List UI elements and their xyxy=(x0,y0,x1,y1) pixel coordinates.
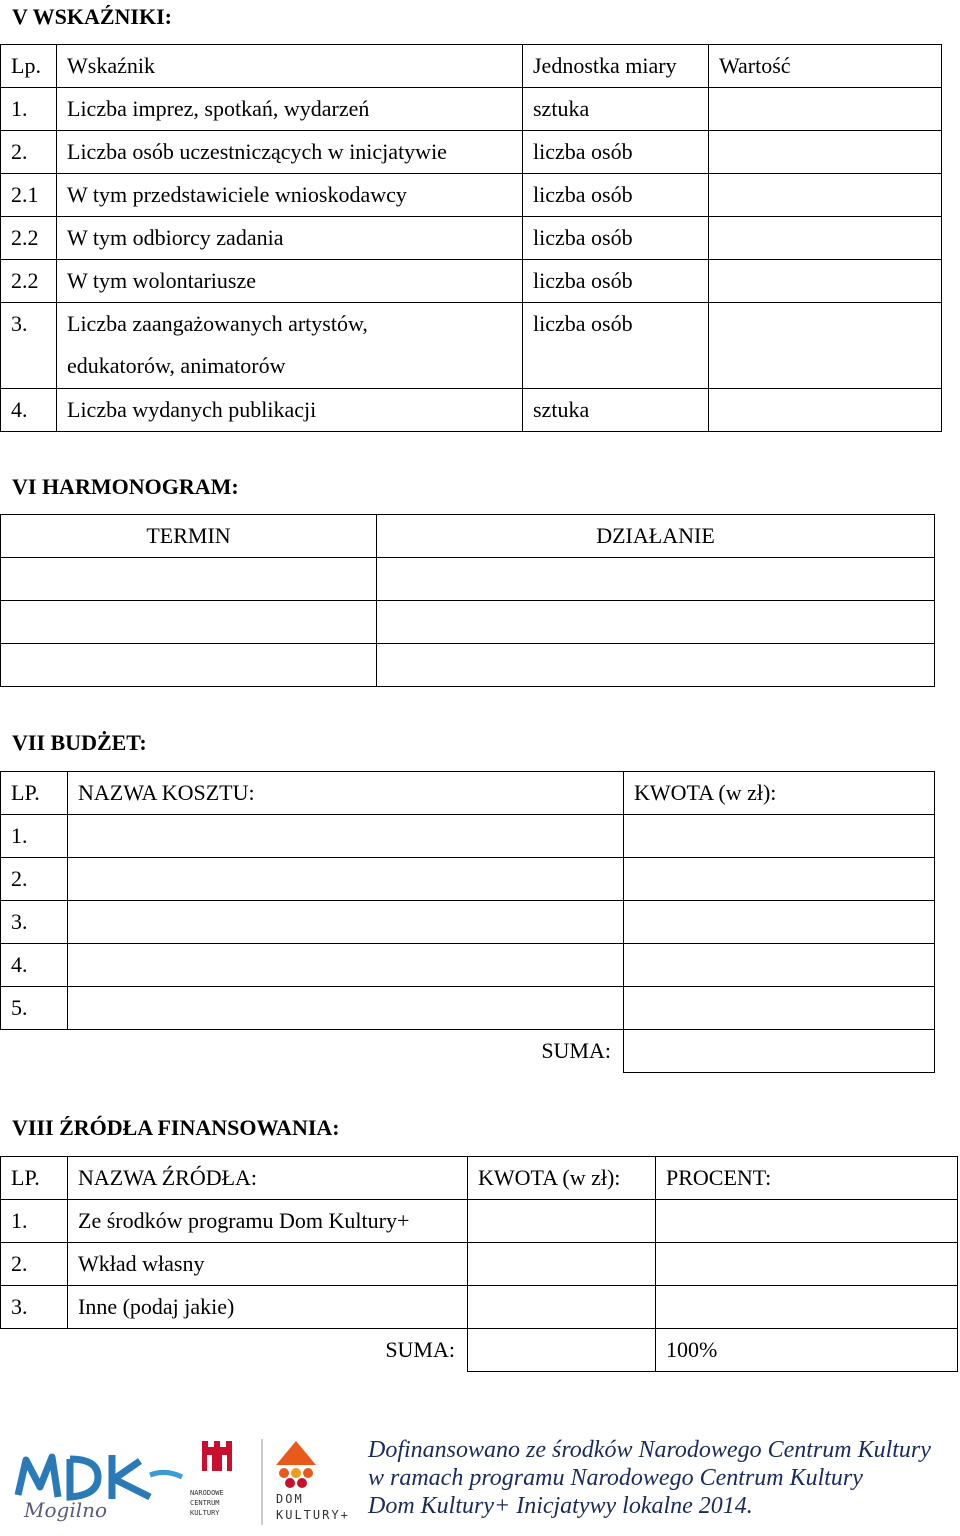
row-indicator-line1: Liczba zaangażowanych artystów, xyxy=(67,311,368,336)
table-row xyxy=(1,174,942,217)
cost-name-cell[interactable] xyxy=(68,858,624,901)
section-title-financing: VIII ŹRÓDŁA FINANSOWANIA: xyxy=(12,1115,340,1140)
value-cell[interactable] xyxy=(709,88,942,131)
financing-table xyxy=(0,1156,958,1372)
action-cell[interactable] xyxy=(377,644,935,687)
table-row xyxy=(1,217,942,260)
footer-text-line: w ramach programu Narodowego Centrum Kultury xyxy=(368,1465,863,1491)
cost-name-cell[interactable] xyxy=(68,901,624,944)
amount-cell[interactable] xyxy=(468,1243,656,1286)
table-row xyxy=(1,815,935,858)
row-indicator: Liczba osób uczestniczących w inicjatywie xyxy=(57,131,523,174)
table-row xyxy=(1,389,942,432)
schedule-table xyxy=(0,514,935,687)
source-name: Wkład własny xyxy=(68,1243,468,1286)
table-row xyxy=(1,303,942,389)
header-lp: LP. xyxy=(1,772,68,815)
mdk-mogilno-logo xyxy=(18,1455,182,1522)
row-lp: 1. xyxy=(1,1200,68,1243)
table-header-row xyxy=(1,1157,958,1200)
sum-label: SUMA: xyxy=(68,1329,468,1372)
sum-amount-cell[interactable] xyxy=(468,1329,656,1372)
row-unit: liczba osób xyxy=(523,217,709,260)
term-cell[interactable] xyxy=(1,558,377,601)
row-lp: 4. xyxy=(1,389,57,432)
table-row xyxy=(1,260,942,303)
row-unit: sztuka xyxy=(523,389,709,432)
row-lp: 2. xyxy=(1,1243,68,1286)
table-row xyxy=(1,987,935,1030)
percent-cell[interactable] xyxy=(656,1200,958,1243)
row-lp: 2.2 xyxy=(1,260,57,303)
row-lp: 5. xyxy=(1,987,68,1030)
dom-kultury-plus-logo xyxy=(276,1441,350,1522)
term-cell[interactable] xyxy=(1,601,377,644)
cost-name-cell[interactable] xyxy=(68,815,624,858)
indicators-table xyxy=(0,44,942,432)
percent-cell[interactable] xyxy=(656,1286,958,1329)
row-indicator xyxy=(57,303,523,389)
row-unit: liczba osób xyxy=(523,174,709,217)
term-cell[interactable] xyxy=(1,644,377,687)
table-row xyxy=(1,644,935,687)
table-row xyxy=(1,901,935,944)
narodowe-centrum-kultury-logo xyxy=(190,1441,232,1517)
row-unit: sztuka xyxy=(523,88,709,131)
table-header-row xyxy=(1,515,935,558)
source-name: Inne (podaj jakie) xyxy=(68,1286,468,1329)
amount-cell[interactable] xyxy=(468,1286,656,1329)
amount-cell[interactable] xyxy=(624,987,935,1030)
header-lp: Lp. xyxy=(1,45,57,88)
row-lp: 4. xyxy=(1,944,68,987)
amount-cell[interactable] xyxy=(468,1200,656,1243)
table-header-row xyxy=(1,45,942,88)
action-cell[interactable] xyxy=(377,558,935,601)
table-row xyxy=(1,1200,958,1243)
sum-row xyxy=(1,1329,958,1372)
amount-cell[interactable] xyxy=(624,944,935,987)
svg-text:NARODOWE: NARODOWE xyxy=(190,1489,224,1497)
cost-name-cell[interactable] xyxy=(68,944,624,987)
footer-logos xyxy=(0,1425,370,1531)
value-cell[interactable] xyxy=(709,217,942,260)
sum-percent: 100% xyxy=(656,1329,958,1372)
header-term: TERMIN xyxy=(1,515,377,558)
table-row xyxy=(1,1286,958,1329)
row-lp: 3. xyxy=(1,901,68,944)
table-row xyxy=(1,558,935,601)
value-cell[interactable] xyxy=(709,389,942,432)
table-row xyxy=(1,131,942,174)
header-value: Wartość xyxy=(709,45,942,88)
section-title-indicators: V WSKAŹNIKI: xyxy=(12,4,172,29)
svg-text:KULTURY+: KULTURY+ xyxy=(276,1508,350,1522)
svg-text:Mogilno: Mogilno xyxy=(24,1498,108,1522)
header-percent: PROCENT: xyxy=(656,1157,958,1200)
header-unit: Jednostka miary xyxy=(523,45,709,88)
footer-text-line: Dom Kultury+ Inicjatywy lokalne 2014. xyxy=(368,1493,753,1519)
header-lp: LP. xyxy=(1,1157,68,1200)
row-lp: 2. xyxy=(1,131,57,174)
value-cell[interactable] xyxy=(709,131,942,174)
row-lp: 3. xyxy=(1,303,57,389)
row-lp: 3. xyxy=(1,1286,68,1329)
header-amount: KWOTA (w zł): xyxy=(468,1157,656,1200)
row-indicator: W tym wolontariusze xyxy=(57,260,523,303)
row-indicator-line2: edukatorów, animatorów xyxy=(67,353,286,378)
svg-text:DOM: DOM xyxy=(276,1492,304,1506)
header-cost-name: NAZWA KOSZTU: xyxy=(68,772,624,815)
row-indicator: W tym odbiorcy zadania xyxy=(57,217,523,260)
table-row xyxy=(1,601,935,644)
percent-cell[interactable] xyxy=(656,1243,958,1286)
table-row xyxy=(1,944,935,987)
sum-label: SUMA: xyxy=(68,1030,624,1073)
row-lp: 2.2 xyxy=(1,217,57,260)
sum-row xyxy=(1,1030,935,1073)
table-header-row xyxy=(1,772,935,815)
section-title-schedule: VI HARMONOGRAM: xyxy=(12,474,239,499)
row-lp: 1. xyxy=(1,88,57,131)
footer-text-line: Dofinansowano ze środków Narodowego Centrum Kultury xyxy=(368,1437,931,1463)
action-cell[interactable] xyxy=(377,601,935,644)
table-row xyxy=(1,88,942,131)
row-indicator: Liczba wydanych publikacji xyxy=(57,389,523,432)
row-lp: 2. xyxy=(1,858,68,901)
header-indicator: Wskaźnik xyxy=(57,45,523,88)
row-unit: liczba osób xyxy=(523,260,709,303)
table-row xyxy=(1,858,935,901)
value-cell[interactable] xyxy=(709,303,942,389)
row-lp: 2.1 xyxy=(1,174,57,217)
row-unit: liczba osób xyxy=(523,303,709,389)
header-amount: KWOTA (w zł): xyxy=(624,772,935,815)
row-lp: 1. xyxy=(1,815,68,858)
value-cell[interactable] xyxy=(709,174,942,217)
amount-cell[interactable] xyxy=(624,858,935,901)
value-cell[interactable] xyxy=(709,260,942,303)
svg-text:CENTRUM: CENTRUM xyxy=(190,1499,220,1507)
row-unit: liczba osób xyxy=(523,131,709,174)
header-source-name: NAZWA ŹRÓDŁA: xyxy=(68,1157,468,1200)
amount-cell[interactable] xyxy=(624,815,935,858)
footer-funding-text xyxy=(368,1436,931,1520)
budget-table xyxy=(0,771,935,1073)
row-indicator: Liczba imprez, spotkań, wydarzeń xyxy=(57,88,523,131)
table-row xyxy=(1,1243,958,1286)
svg-text:KULTURY: KULTURY xyxy=(190,1509,220,1517)
section-title-budget: VII BUDŻET: xyxy=(12,730,147,755)
row-indicator: W tym przedstawiciele wnioskodawcy xyxy=(57,174,523,217)
amount-cell[interactable] xyxy=(624,901,935,944)
header-action: DZIAŁANIE xyxy=(377,515,935,558)
sum-amount-cell[interactable] xyxy=(624,1030,935,1073)
source-name: Ze środków programu Dom Kultury+ xyxy=(68,1200,468,1243)
cost-name-cell[interactable] xyxy=(68,987,624,1030)
